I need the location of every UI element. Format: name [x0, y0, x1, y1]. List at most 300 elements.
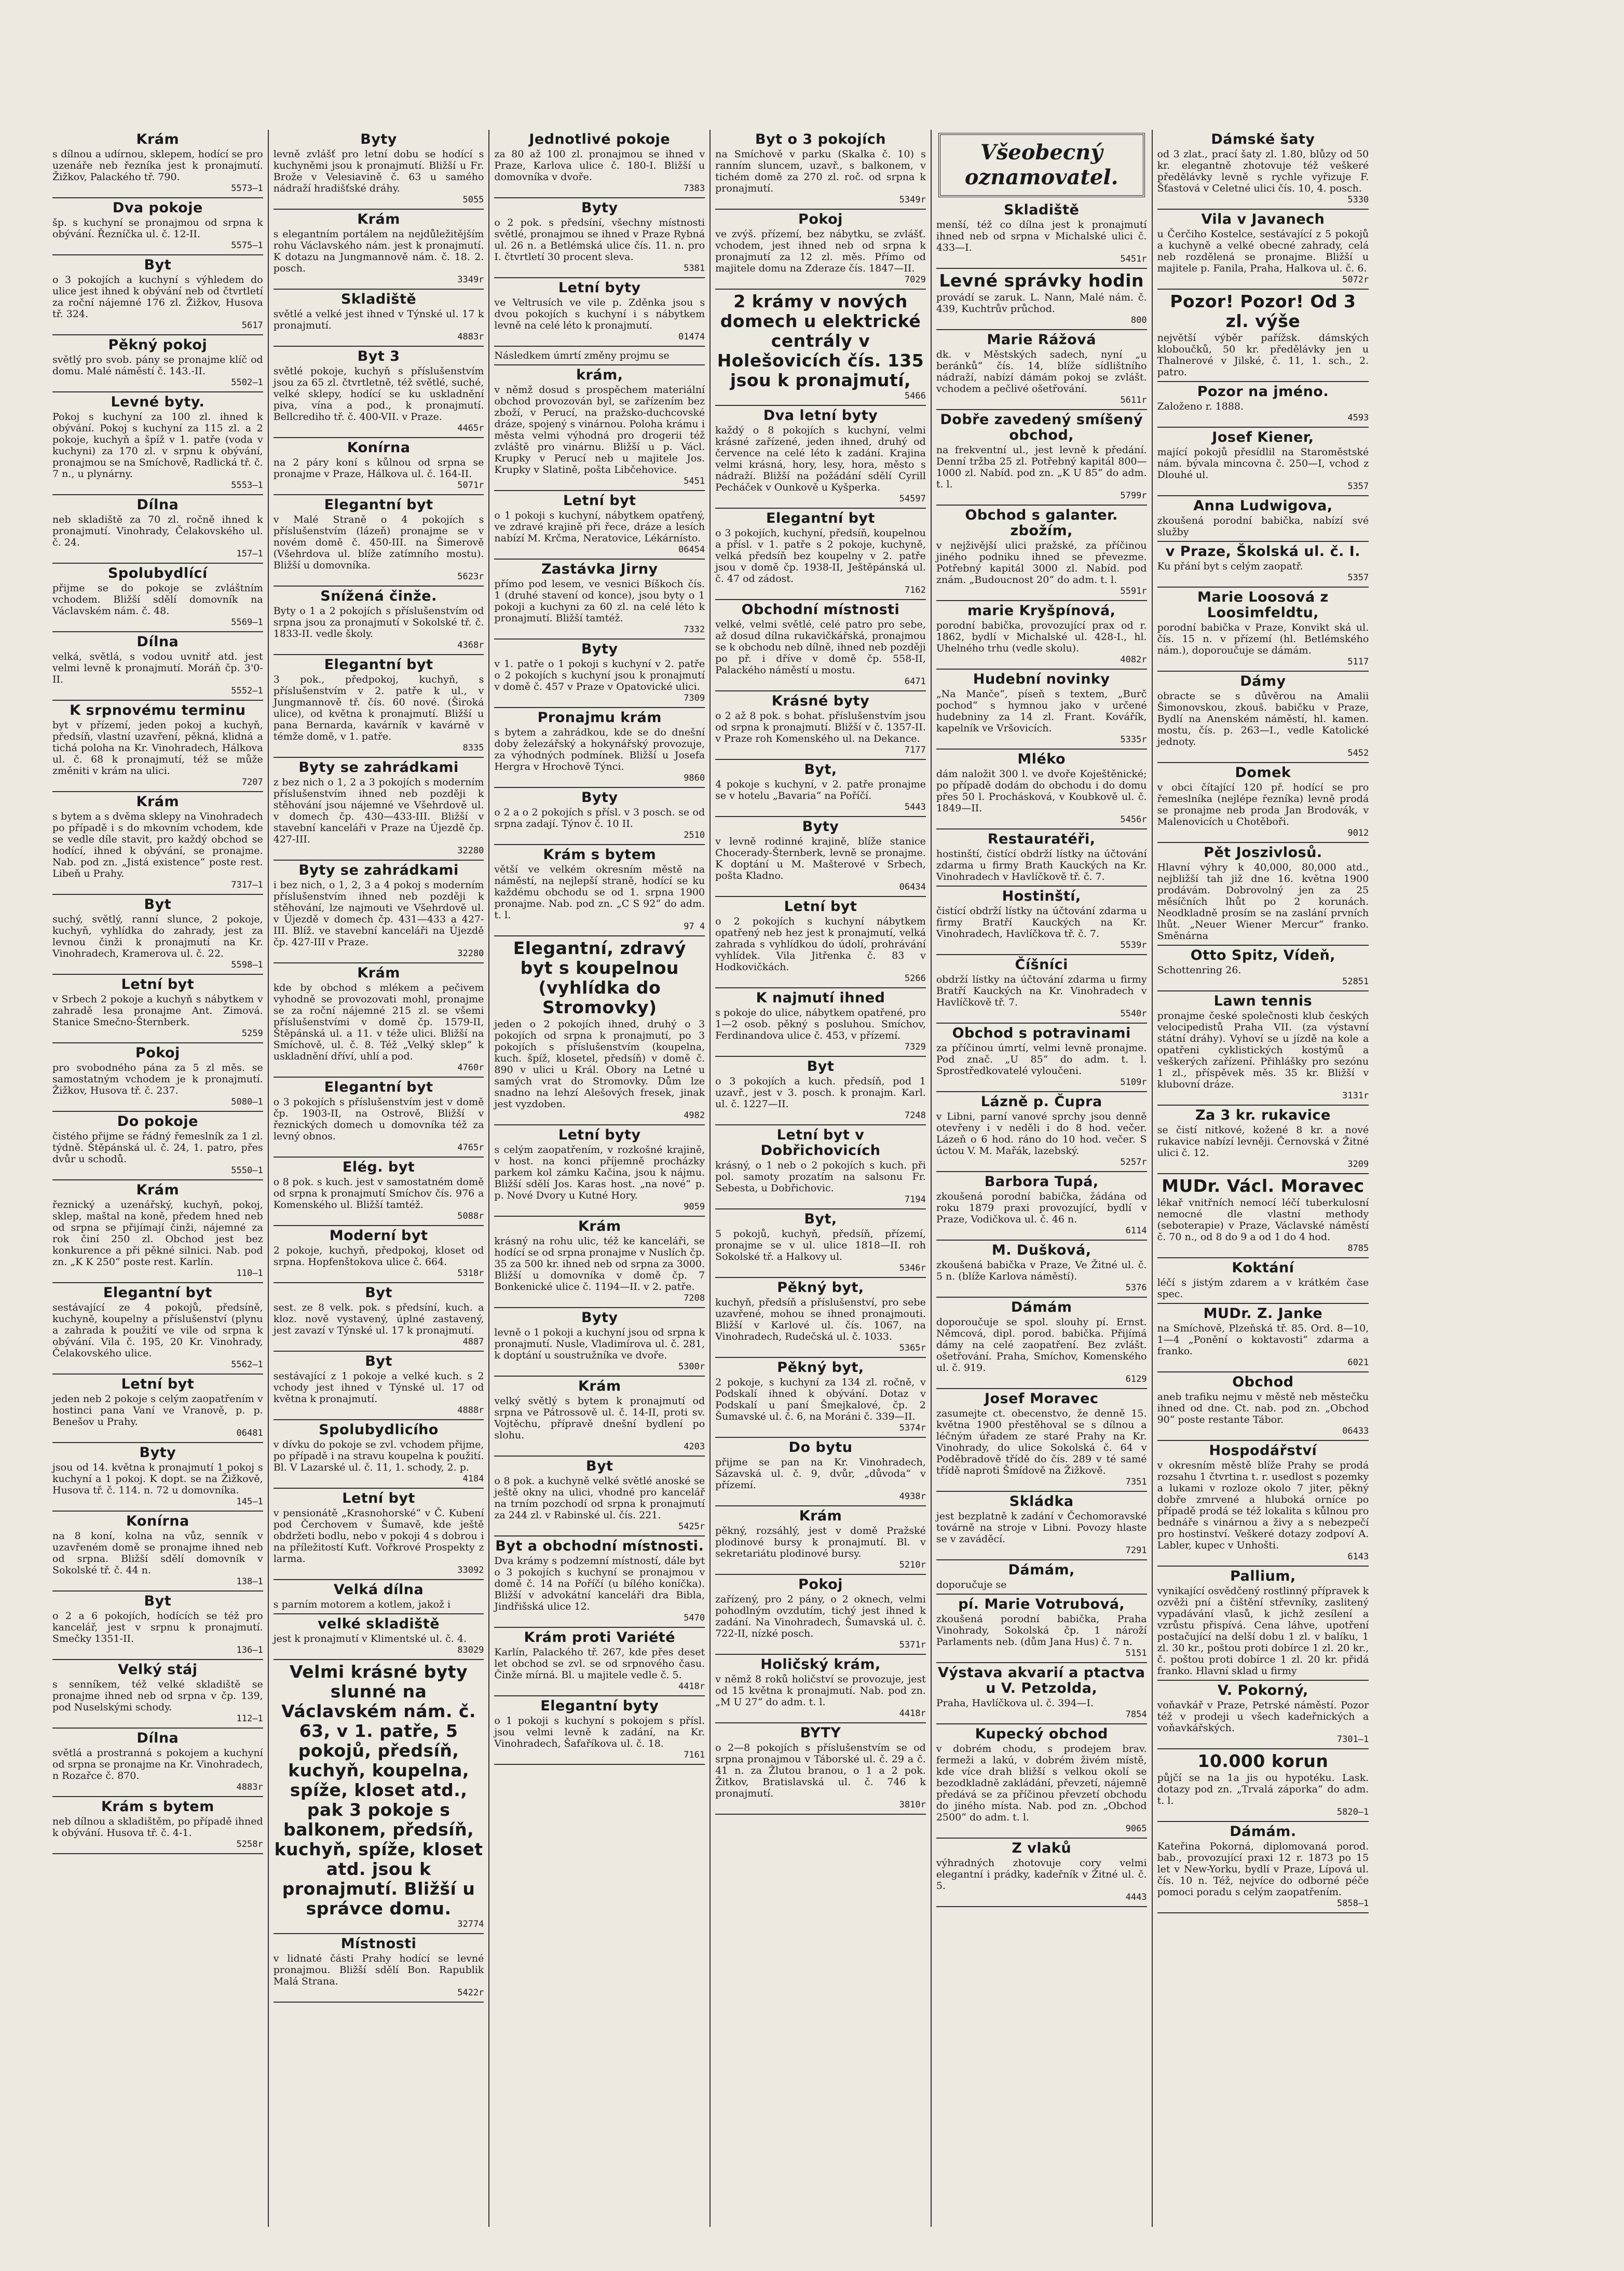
ad-body: o 2 pokojích s kuchyní nábytkem opatřený neb hez jest k pronajmutí, velká zahrada s vyhlídkou do údolí, prohrávání vyhlídek. Vila Jitřenka č. 83 v Hodkovičkách. — [715, 916, 926, 973]
ad-body: pěkný, rozsáhlý, jest v domě Pražské plodinové bursy k pronajmutí. Bl. v sekretariátu plodinové bursy. — [715, 1525, 926, 1559]
classified-ad — [52, 198, 263, 255]
ad-heading: Letní byty — [558, 1127, 641, 1143]
ad-heading: Krám — [136, 131, 180, 147]
ad-reference-number: 7161 — [684, 1750, 705, 1760]
ad-heading: Letní byt v Dobřichovicích — [760, 1127, 881, 1159]
classified-ad — [274, 1489, 484, 1580]
ad-body: Karlín, Palackého tř. 267, kde přes deset let obchod se zvl. se od srpnového času. Činže mírná. Bl. u majitele vedle č. 5. — [494, 1647, 705, 1681]
ad-heading: Dámám. — [1230, 1824, 1297, 1840]
column-4 — [711, 130, 932, 2227]
ad-heading: Hudební novinky — [973, 671, 1110, 687]
ad-body: „Na Manče“, píseň s textem, „Burč pochod“ s hymnou jako v určené hudebniny za 14 zl. Frant. Kovářík, kapelník ve Vršovicích. — [936, 688, 1147, 734]
ad-reference-number: 4443 — [1125, 1892, 1147, 1902]
classified-ad — [274, 130, 484, 210]
classified-ad — [274, 1158, 484, 1226]
ad-reference-number: 7162 — [904, 585, 926, 595]
ad-body: 3 pok., předpokoj, kuchyň, s příslušenstvím v 2. patře k ul., v Jungmannově tř. čís. 60 nové. (Široká ulice), od května k pronajmutí. Bližší u pana Bernarda, kavárník v kavárně v témže domě, v 1. patře. — [273, 674, 484, 742]
classified-ad — [715, 897, 926, 988]
ad-body: o 2 a o 2 pokojích s přísl. v 3 posch. se od srpna zadají. Týnov č. 10 II. — [494, 807, 705, 829]
ad-body: doporoučuje se spol. slouhy pí. Ernst. Němcová, dipl. porod. babička. Přijímá dámy na celé zaopatření. Bez zvlášt. ošetřování. Praha, Smíchov, Komenského ul. č. 919. — [936, 1316, 1147, 1374]
classified-ad — [52, 1180, 263, 1283]
ad-heading: Krám — [136, 794, 180, 810]
ad-heading: K srpnovému terminu — [70, 702, 246, 718]
ad-body: sestávající z 1 pokoje a velké kuch. s 2 vchody jest ihned v Týnské ul. 17 od května k pronajmutí. — [273, 1370, 484, 1405]
ad-heading: Obchod — [1232, 1374, 1294, 1390]
classified-ad — [936, 1724, 1147, 1839]
classified-ad — [1157, 1372, 1369, 1441]
ad-body: se čistí nitkové, kožené 8 kr. a nové rukavice nabízí levněji. Černovská v Žitné ulici č. 12. — [1157, 1124, 1369, 1159]
ad-body: na Smíchově v parku (Skalka č. 10) s ranním sluncem, uzavř., s balkonem, v tichém domě za 270 zl. roč. od srpna k pronajmutí. — [715, 148, 926, 194]
classified-ad — [274, 1934, 484, 2003]
ad-body: čistící obdrží lístky na účtování zdarma u firmy Bratří Kauckých na Kr. Vinohradech, Havlíčkova tř. č. 7. — [936, 905, 1147, 940]
ad-reference-number: 5799r — [1120, 491, 1147, 501]
ad-body: dám naložit 300 l. ve dvoře Koještěnické; po případě dodám do obchodu i do domu přes 50 l. Prochásková, v Koubkově ul. č. 1849—II. — [936, 768, 1147, 814]
classified-ad — [715, 1057, 926, 1125]
classified-ad — [494, 936, 705, 1125]
ad-body: o 3 pokojích s příslušenstvím jest v domě čp. 1903-II, na Ostrově, Bližší v řeznických domech u domovníka též za levný obnos. — [273, 1096, 484, 1142]
ad-body: každý o 8 pokojích s kuchyní, velmi krásné zařízené, jeden ihned, druhý od července na celé léto k zadání. Krajina velmi krásná, hory, lesy, hora, město s nádraží. Bližší na požádání sdělí Cyrill Pecháček v Ounkově u Kyšperka. — [715, 425, 926, 493]
ad-body: ve Veltrusích ve vile p. Zděnka jsou s dvou pokojích s kuchyní i s nábytkem levně na celé léto k pronajmutí. — [494, 297, 705, 331]
ad-heading: Anna Ludwigova, — [1193, 498, 1333, 514]
ad-body: sestávající ze 4 pokojů, předsíně, kuchyně, koupelny a příslušenství (plynu a zahrada k použití ve vile od srpna k obývání. Vila č. 195, 20 Kr. Vinohrady, Čelakovského ulice. — [52, 1302, 263, 1359]
classified-ad — [1157, 1822, 1369, 1913]
ad-body: kuchyň, předsíň a příslušenství, pro sebe uzavřené, mohou se ihned pronajmouti. Bližší v Karlové ul. čís. 1067, na Vinohradech, Rudečská ul. č. 1033. — [715, 1297, 926, 1342]
ad-body: mající pokojů přesídlil na Staroměstské nám. bývala mincovna č. 250—I, vchod z Dlouhé ul. — [1157, 446, 1369, 481]
ad-reference-number: 5080—1 — [231, 1097, 263, 1107]
ad-reference-number: 06433 — [1342, 1426, 1369, 1436]
classified-ad — [1157, 1567, 1369, 1681]
ad-body: světlá a prostranná s pokojem a kuchyní od srpna se pronajme na Kr. Vinohradech, n Rozařce č. 870. — [52, 1747, 263, 1782]
ad-heading: Vila v Javanech — [1201, 211, 1325, 227]
ad-reference-number: 9059 — [684, 1202, 705, 1212]
ad-heading: Krám s bytem — [101, 1799, 214, 1815]
ad-reference-number: 5381 — [684, 263, 705, 274]
ad-reference-number: 32774 — [457, 1919, 484, 1929]
ad-reference-number: 5349r — [899, 195, 926, 205]
ad-reference-number: 5071r — [457, 480, 484, 491]
ad-heading: Byt — [807, 1058, 835, 1075]
ad-body: přijme se pan na Kr. Vinohradech, Sázavská ul. č. 9, dvůr, „důvoda“ v přízemí. — [715, 1457, 926, 1491]
ad-body: zkoušená porodní babička, žádána od roku 1879 praxi provozující, bydlí v Praze, Vodičkova ul. č. 46 n. — [936, 1191, 1147, 1225]
classified-ad — [1157, 1681, 1369, 1749]
ad-reference-number: 7248 — [904, 1110, 926, 1121]
ad-reference-number: 5318r — [457, 1268, 484, 1279]
ad-heading: Elegantní byt — [324, 497, 433, 513]
classified-ad — [52, 1375, 263, 1443]
ad-heading: Krám — [578, 1378, 621, 1394]
classified-ad — [52, 1660, 263, 1729]
ad-body: o 1 pokoji s kuchyní s pokojem s přísl. jsou velmi levně k zadání, na Kr. Vinohradech, Šafaříkova ul. č. 18. — [494, 1715, 705, 1749]
ad-heading: Krám — [357, 211, 400, 227]
ad-heading: Byt — [144, 1593, 172, 1609]
classified-ad — [494, 1125, 705, 1217]
ad-heading: Hospodářství — [1209, 1443, 1317, 1459]
classified-ad — [274, 655, 484, 758]
ad-heading: Krám — [357, 965, 400, 981]
classified-ad — [494, 560, 705, 640]
ad-heading: Byt, — [804, 761, 837, 778]
classified-ad — [936, 1298, 1147, 1389]
ad-body: o 2 a 6 pokojích, hodících se též pro kancelář, jest v srpnu k pronajmutí. Smečky 1351-II. — [52, 1610, 263, 1644]
ad-reference-number: 5210r — [899, 1560, 926, 1570]
ad-body: v obci čítající 120 př. hodící se pro řemeslníka (nejlépe řezníka) levně prodá se pronajme neb proda Jan Brodovák, v Malenovicích u Chotěboři. — [1157, 782, 1369, 827]
ad-heading: Krám — [799, 1508, 842, 1524]
ad-body: světlé a velké jest ihned v Týnské ul. 17 k pronajmutí. — [273, 308, 484, 331]
ad-body: o 8 pok. a kuchyně velké světlé anoské se ještě okny na ulici, vhodné pro kancelář na trním pozchodí od srpna k pronajmutí za 244 zl. v Rabinské ul. čís. 221. — [494, 1475, 705, 1521]
ad-body: v Srbech 2 pokoje a kuchyň s nábytkem v zahradě lesa pronajme Ant. Zimová. Stanice Smečno-Šternberk. — [52, 994, 263, 1028]
ad-heading: Marie Loosová z Loosimfeldtu, — [1197, 589, 1329, 621]
ad-body: v dívku do pokoje se zvl. vchodem přijme, po případě i na stravu koupelna k použití. Bl. V Lazarské ul. č. 11, 1. schody, 2. p. — [273, 1439, 484, 1473]
ad-reference-number: 7351 — [1125, 1477, 1147, 1487]
ad-heading: Letní byt — [784, 899, 857, 915]
classified-ad — [494, 130, 705, 198]
ad-body: o 1 pokoji s kuchyní, nábytkem opatřený, ve zdravé krajině při řece, dráze a lesích nabízí M. Krčma, Neratovice, Lékárnísto. — [494, 510, 705, 544]
classified-ad — [494, 1308, 705, 1377]
ad-reference-number: 7301—1 — [1336, 1734, 1369, 1745]
ad-body: výhradných zhotovuje cory velmi elegantní i prádky, kadeřník v Žitné ul. č. 5. — [936, 1857, 1147, 1892]
ad-reference-number: 5452 — [1347, 748, 1369, 758]
ad-reference-number: 5257r — [1120, 1157, 1147, 1167]
classified-ad — [274, 347, 484, 438]
classified-ad — [715, 210, 926, 290]
classified-ad — [274, 1580, 484, 1614]
ad-reference-number: 7177 — [904, 745, 926, 755]
ad-heading: Byty se zahrádkami — [298, 759, 459, 776]
classified-ad — [274, 1352, 484, 1420]
classified-ad — [274, 1226, 484, 1283]
ad-heading: Byt 3 — [357, 348, 400, 364]
ad-reference-number: 5072r — [1342, 275, 1369, 285]
masthead-banner: Všeobecný oznamovatel. — [938, 133, 1145, 197]
ad-heading: Pěkný pokoj — [108, 337, 208, 353]
ad-body: aneb trafiku nejmu v městě neb městečku ihned od dne. Ct. nab. pod zn. „Obchod 90“ poste restante Tábor. — [1157, 1391, 1369, 1425]
ad-heading: Do pokoje — [117, 1113, 198, 1130]
ad-body: porodní babička v Praze, Konvikt ská ul. čís. 15 n. v přízemí (hl. Betlémského nám.), doporoučuje se dámám. — [1157, 622, 1369, 656]
ad-reference-number: 5151 — [1125, 1648, 1147, 1658]
ad-body: Hlavní výhry k 40,000, 80,000 atd., nejbližší tah již dne 16. května 1900 prodávám. Dobrovolný jen za 25 měsíčních lhůt po 2 korunách. Neodkladně prosím se na zaslání prvních lhůt. „Neuer Wiener Mercur“ franko. Směnárna — [1157, 862, 1369, 942]
ad-body: na frekventní ul., jest levně k předání. Denní tržba 25 zl. Potřebný kapitál 800—1000 zl. Nabíd. pod zn. „K U 85“ do adm. t. l. — [936, 444, 1147, 490]
ad-body: půjčí se na 1a jis ou hypotéku. Lask. dotazy pod zn. „Trvalá záporka“ do adm. t. l. — [1157, 1772, 1369, 1806]
classified-ad — [715, 1655, 926, 1723]
ad-reference-number: 5365r — [899, 1343, 926, 1353]
ad-heading: Pěkný byt, — [777, 1280, 864, 1296]
classified-ad — [1157, 496, 1369, 542]
ad-heading: BYTY — [800, 1725, 841, 1741]
ad-reference-number: 157—1 — [236, 549, 263, 559]
ad-heading: Elegantní byt — [766, 510, 875, 526]
ad-reference-number: 4418r — [678, 1681, 705, 1692]
ad-heading: Elegantní byt — [103, 1285, 212, 1301]
ad-heading: Spolubydlící — [107, 565, 208, 581]
ad-heading: Dámské šaty — [1211, 131, 1315, 147]
ad-heading: Zastávka Jirny — [541, 561, 658, 577]
ad-body: od 3 zlat., prací šaty zl. 1.80, blůzy od 50 kr. elegantně zhotovuje též veškeré předělávky levně s rychle vyřizuje F. Šťastová v Celetné ulici čís. 10, 4. posch. — [1157, 148, 1369, 194]
ad-reference-number: 110—1 — [236, 1268, 263, 1279]
column-2 — [269, 130, 490, 2227]
ad-body: 2 pokoje, kuchyň, předpokoj, kloset od srpna. Hopfenštokova ulice č. 664. — [273, 1245, 484, 1268]
ad-heading: Levné správky hodin — [939, 270, 1144, 291]
ad-reference-number: 4203 — [684, 1442, 705, 1452]
ad-reference-number: 5371r — [899, 1640, 926, 1650]
ad-body: 2 pokoje, s kuchyní za 134 zl. ročně, v Podskalí ihned k obývání. Dotaz v Podskalí u paní Šmejkalové, čp. 2 Šumavské ul. č. 6, na Moráni č. 339—II. — [715, 1377, 926, 1422]
ad-heading: Josef Moravec — [984, 1391, 1099, 1407]
ad-body: v okresním městě blíže Prahy se prodá rozsahu 1 čtvrtina t. r. usedlost s pozemky a lukami v rozloze okolo 7 jiter, pěkný dobře zmrvené a hluboká orníce po případě prodá se též lokalita s kůlnou pro bednáře s vinárnou a živy a s nebezpečí pro hostinství. Veškeré dotazy zodpoví A. Labler, kupec v Unhošti. — [1157, 1460, 1369, 1551]
ad-heading: Koktání — [1232, 1260, 1294, 1276]
ad-heading: Konírna — [126, 1513, 189, 1529]
classified-ad — [274, 438, 484, 495]
ad-reference-number: 5573—1 — [231, 183, 263, 194]
ad-heading: Byt, — [804, 1211, 837, 1227]
ad-body: provádí se zaruk. L. Nann, Malé nám. č. 439, Kuchtrův průchod. — [936, 292, 1147, 315]
ad-reference-number: 5550—1 — [231, 1165, 263, 1176]
ad-body: na 8 koní, kolna na vůz, senník v uzavřeném domě se pronajme ihned neb od srpna. Bližší sdělí domovník v Sokolské tř. č. 44 n. — [52, 1530, 263, 1576]
ad-body: obdrží lístky na účtování zdarma u firmy Bratří Kauckých na Kr. Vinohradech v Havlíčkově tř. 7. — [936, 974, 1147, 1008]
classified-ad — [936, 1492, 1147, 1560]
ad-heading: M. Dušková, — [991, 1242, 1091, 1258]
ad-body: o 2 pok. s předsíní, všechny místnosti světlé, pronajmou se ihned v Praze Rybná ul. 26 n. a Betlémská ulice čís. 11. n. pro I. čtvrtletí 30 procent sleva. — [494, 217, 705, 263]
ad-body: kde by obchod s mlékem a pečivem vyhodně se provozovati mohl, pronajme se za roční nájemné 215 zl. se všemi příslušenstvími v domě čp. 1579-II, Štěpánská ul. a 11. v téže ulici. Bližší na Smíchově, ul. č. 8. Též „Velký sklep“ k uskladnění dříví, uhlí a pod. — [273, 982, 484, 1062]
ad-heading: Dámám, — [1008, 1562, 1075, 1578]
ad-body: zkoušená porodní babička, nabízí své služby — [1157, 515, 1369, 538]
ad-reference-number: 8785 — [1347, 1243, 1369, 1254]
ad-heading: Mléko — [1017, 751, 1066, 767]
ad-reference-number: 9860 — [684, 773, 705, 783]
ad-reference-number: 7329 — [904, 1042, 926, 1052]
classified-ad — [1157, 588, 1369, 672]
ad-reference-number: 4418r — [899, 1708, 926, 1719]
ad-heading: Krásné byty — [771, 693, 870, 709]
ad-heading: Otto Spitz, Vídeň, — [1190, 947, 1336, 963]
ad-reference-number: 5259 — [241, 1028, 263, 1039]
classified-ad — [494, 1377, 705, 1457]
ad-heading: Dva letní byty — [763, 407, 878, 424]
ad-heading: MUDr. Z. Janke — [1203, 1306, 1323, 1322]
ad-body: s parním motorem a kotlem, jakož i — [273, 1599, 451, 1610]
ad-body: obracte se s důvěrou na Amalii Šimonovskou, zkouš. babičku v Praze, Bydlí na Anenském náměstí, hl. kamen. mostu, čís. p. 263—I., vedle Katolické jednoty. — [1157, 690, 1369, 747]
ad-heading: Byty — [581, 790, 618, 806]
classified-ad — [1157, 946, 1369, 991]
ad-body: na Smíchově, Plzeňská tř. 85. Ord. 8—10, 1—4 „Ponění o koktavosti“ zdarma a franko. — [1157, 1323, 1369, 1357]
ad-body: řeznický a uzenářský, kuchyň, pokoj, sklep, maštal na koně, předem hned neb od srpna se přijímají činži, nájemné za rok činí 250 zl. Obchod jest bez konkurence a při pěkné silnici. Nab. pod zn. „K K 250“ poste rest. Karlín. — [52, 1199, 263, 1268]
ad-heading: Byt o 3 pokojích — [755, 131, 886, 147]
ad-reference-number: 5562—1 — [231, 1359, 263, 1370]
ad-heading: Kupecký obchod — [975, 1726, 1108, 1742]
classified-ad — [715, 1575, 926, 1655]
ad-reference-number: 6021 — [1347, 1357, 1369, 1368]
ad-body: za příčinou úmrtí, velmi levně pronajme. Pod znač. „U 85“ do adm. t. l. Sprostředkovatelé vyloučeni. — [936, 1042, 1147, 1077]
ad-body: neb skladiště za 70 zl. ročně ihned k pronajmutí. Vinohrady, Čelakovského ul. č. 24. — [52, 514, 263, 548]
ad-body: Dva krámy s podzemní místností, dále byt o 3 pokojích s kuchyní se pronajmou v domě č. 14 na Poříčí (u bílého koníčka). Bližší v advokátní kanceláři dra Bibla, Jindřišská ulice 12. — [494, 1555, 705, 1612]
ad-reference-number: 3209 — [1347, 1159, 1369, 1170]
classified-ad — [274, 587, 484, 655]
ad-heading: Byt — [144, 257, 172, 273]
classified-ad — [494, 788, 705, 845]
ad-heading: Dílna — [137, 497, 179, 513]
classified-ad — [52, 701, 263, 792]
ad-heading: Byt — [365, 1353, 392, 1369]
classified-ad — [936, 1092, 1147, 1172]
ad-body: v pensionátě „Krasnohorské“ v Č. Kubení pod Čerchovem v Šumavě, kde ještě obdržeti bodlu, nebo v pokoji 4 s dobrou i na příležitostí Kuťt. Vořkrové Prospekty z larma. — [273, 1507, 484, 1565]
ad-heading: Obchod s galanter. zbožím, — [965, 507, 1118, 539]
ad-body: s dílnou a udírnou, sklepem, hodící se pro uzenáře neb řezníka jest k pronajmutí. Žižkov, Palackého tř. 790. — [52, 148, 263, 183]
classified-ad — [274, 210, 484, 290]
classified-ad — [494, 278, 705, 347]
ad-reference-number: 5858—1 — [1336, 1898, 1369, 1909]
classified-ad — [936, 506, 1147, 601]
classified-ad — [715, 1278, 926, 1358]
ad-heading: Velký stáj — [118, 1662, 198, 1678]
ad-reference-number: 5552—1 — [231, 686, 263, 696]
ad-heading: Pěkný byt, — [777, 1359, 864, 1376]
ad-body: větší ve velkém okresním městě na náměstí, na nejlepší straně, hodící se ku každému obchodu se od 1. srpna 1900 pronajme. Nab. pod zn. „C S 92“ do adm. t. l. — [494, 864, 705, 921]
classified-ad — [1157, 1258, 1369, 1304]
ad-reference-number: 5357 — [1347, 481, 1369, 492]
ad-body: levně zvlášť pro letní dobu se hodící s kuchyněmi jsou k pronajmutí. Bližší u Fr. Brože v Velesiavině č. 63 u samého nádraží hradišťské dráhy. — [273, 148, 484, 194]
ad-body: o 3 pokojích a kuch. předsíň, pod 1 uzavř., jest v 3. posch. k pronajm. Karl. ul. č. 1227—II. — [715, 1076, 926, 1110]
ad-reference-number: 5466 — [904, 391, 926, 401]
ad-heading: Byt — [365, 1285, 392, 1301]
ad-reference-number: 136—1 — [236, 1645, 263, 1655]
ad-body: v Libni, parní vanové sprchy jsou denně otevřeny i v neděli i do 8 hod. večer. Lázeň o 6 hod. ráno do 10 hod. večer. S úctou V. M. Mařák, lazebský. — [936, 1111, 1147, 1157]
ad-reference-number: 4465r — [457, 423, 484, 433]
ad-reference-number: 06434 — [899, 882, 926, 892]
ad-heading: Elegantní byt — [324, 1079, 433, 1095]
ad-heading: pí. Marie Votrubová, — [958, 1596, 1125, 1612]
ad-heading: Velká dílna — [333, 1582, 424, 1598]
ad-reference-number: 5591r — [1120, 586, 1147, 596]
classified-ad — [936, 670, 1147, 750]
classified-ad — [936, 1663, 1147, 1724]
ad-body: u Čerčiho Kostelce, sestávající z 5 pokojů a kuchyně a velké obecné zahrady, celá neb rozdělená se pronajme. Bližší u majitele p. Fanila, Praha, Halkova ul. č. 6. — [1157, 228, 1369, 274]
ad-reference-number: 7383 — [684, 183, 705, 194]
ad-reference-number: 06481 — [236, 1428, 263, 1438]
classified-ad — [1157, 763, 1369, 843]
ad-body: velká, světlá, s vodou uvnitř atd. jest velmi levně k pronajmutí. Moráň čp. 3'0-II. — [52, 651, 263, 685]
ad-heading: Pokoj — [798, 211, 843, 227]
ad-heading: Dobře zavedený smíšený obchod, — [940, 412, 1143, 443]
ad-reference-number: 5335r — [1120, 735, 1147, 745]
classified-ad — [936, 410, 1147, 506]
classified-ad — [494, 1217, 705, 1308]
ad-heading: Letní byt — [121, 976, 195, 992]
ad-heading: Barbora Tupá, — [984, 1174, 1099, 1190]
ad-reference-number: 5539r — [1120, 940, 1147, 950]
ad-heading: Obchodní místnosti — [741, 602, 900, 618]
ad-heading: Byty — [581, 200, 618, 216]
ad-body: Založeno r. 1888. — [1157, 401, 1244, 412]
ad-reference-number: 01474 — [678, 332, 705, 342]
ad-reference-number: 9012 — [1347, 828, 1369, 838]
ad-body: v nejživější ulici pražské, za příčinou jiného podniku ihned se převezme. Potřebný kapitál 3000 zl. Nabíd. pod znám. „Budoucnost 20“ do adm. t. l. — [936, 540, 1147, 586]
ad-reference-number: 5376 — [1125, 1283, 1147, 1293]
ad-heading: Josef Kiener, — [1212, 429, 1314, 445]
classified-ad — [274, 1660, 484, 1934]
classified-ad — [715, 988, 926, 1057]
ad-heading: Elegantní byt — [324, 657, 433, 673]
ad-reference-number: 4938r — [899, 1491, 926, 1502]
classified-ad — [1157, 428, 1369, 496]
classified-ad — [936, 1560, 1147, 1595]
classified-ad — [494, 491, 705, 560]
ad-heading: Pět Joszivlosů. — [1204, 845, 1322, 861]
ad-body: o 3 pokojích, kuchyní, předsíň, koupelnou a přísl. v 1. patře s 2 pokoje, kuchyně, velká předsíň bez koupelny v 2. patře jsou v domě čp. 1938-II, Ještěpánská ul. č. 47 od zádost. — [715, 527, 926, 584]
classified-ad — [1157, 843, 1369, 946]
ad-body: Následkem úmrtí změny projmu se — [494, 350, 670, 361]
ad-body: velký světlý s bytem k pronajmutí od srpna ve Pátrossově ul. č. 14-II, proti sv. Vojtěchu, přípravě dnešní bydlení po slohu. — [494, 1395, 705, 1441]
ad-body: v lidnaté části Prahy hodící se levné pronajmou. Bližší sdělí Bon. Rapublik Malá Strana. — [273, 1953, 484, 1987]
ad-body: levně o 1 pokoji a kuchyní jsou od srpna k pronajmutí. Nusle, Vladimírova ul. č. 281, k doptání u soustružníka ve dvoře. — [494, 1327, 705, 1361]
ad-heading: K najmutí ihned — [756, 990, 885, 1006]
classified-ad — [1157, 672, 1369, 763]
ad-reference-number: 4883r — [457, 332, 484, 342]
ad-heading: Byt — [585, 1458, 613, 1474]
ad-body: pro svobodného pána za 5 zl měs. se samostatným vchodem je k pronajmutí. Žižkov, Husova tř. č. 237. — [52, 1062, 263, 1096]
classified-ad — [1157, 130, 1369, 210]
ad-body: v levně rodinné krajině, blíže stanice Chocerady-Šternberk, levně se pronajme. K doptání u M. Mašterové v Srbech, pošta Kladno. — [715, 836, 926, 881]
classified-ad — [715, 691, 926, 760]
classified-ad — [274, 290, 484, 347]
classified-ad — [936, 1595, 1147, 1663]
ad-body: Kateřina Pokorná, diplomovaná porod. bab., provozující praxi 12 r. 1873 po 15 let v New-Yorku, bydlí v Praze, Lípová ul. čís. 10 n. Též, nejvíce do odborné péče pomoci poradu s celým zaopatřením. — [1157, 1841, 1369, 1898]
classified-ad — [936, 829, 1147, 887]
ad-reference-number: 9065 — [1125, 1824, 1147, 1834]
column-6 — [1153, 130, 1374, 2227]
ad-body: s elegantním portálem na nejdůležitějším rohu Václavského nám. jest k pronajmutí. K dotazu na Jungmannově nám. č. 18. 2. posch. — [273, 228, 484, 274]
ad-reference-number: 5258r — [236, 1839, 263, 1850]
ad-reference-number: 5422r — [457, 1988, 484, 1998]
classified-ad — [494, 1628, 705, 1696]
ad-body: v němž dosud s prospěchem materiální obchod provozován byl, se zařízením bez zboží, v Perucí, na pražsko-duchcovské dráze, spojený s vinárnou. Poloha krámu i města velmi výhodná pro drogerii též zvláště pro vinárnu. Bližší u p. Václ. Krupky v Perucí neb u majitele Jos. Krupky v Slatině, pošta Libčehovice. — [494, 384, 705, 475]
classified-ad — [936, 887, 1147, 955]
ad-body: Ku přání byt s celým zaopatř. — [1157, 561, 1303, 572]
classified-ad — [715, 1358, 926, 1438]
classified-ad — [52, 1443, 263, 1512]
ad-heading: Skladiště — [340, 291, 417, 307]
classified-ad — [494, 365, 705, 491]
ad-reference-number: 7854 — [1125, 1709, 1147, 1720]
classified-ad — [715, 600, 926, 691]
ad-body: 5 pokojů, kuchyň, předsíň, přízemí, pronajme se v ul. ulice 1818—II. roh Sokolské tř. a Halkovy ul. — [715, 1228, 926, 1262]
ad-reference-number: 4982 — [684, 1110, 705, 1121]
classified-ad — [715, 817, 926, 897]
ad-reference-number: 5374r — [899, 1423, 926, 1433]
classified-ad — [494, 198, 705, 278]
classified-ad — [715, 1209, 926, 1278]
ad-body: s bytem a zahrádkou, kde se do dnešní doby železářský a hokynářský provozuje, za výhodných podmínek. Bližší u Josefa Hergra v Hrochově Týnci. — [494, 727, 705, 772]
classified-ad — [274, 1078, 484, 1158]
classified-ad — [52, 1592, 263, 1660]
ad-reference-number: 5569—1 — [231, 617, 263, 628]
ad-heading: Dámám — [1011, 1299, 1072, 1315]
classified-ad — [936, 1024, 1147, 1092]
classified-ad — [274, 495, 484, 587]
ad-heading: Místnosti — [340, 1936, 417, 1952]
ad-body: lékař vnitřních nemocí léčí tuberkulosní nemocné dle vlastní methody (seboterapie) v Praze, Václavské náměstí č. 70 n., od 8 do 9 a od 1 do 4 hod. — [1157, 1197, 1369, 1243]
ad-reference-number: 83029 — [457, 1645, 484, 1655]
classified-ad — [1157, 290, 1369, 382]
ad-reference-number: 7291 — [1125, 1545, 1147, 1556]
ad-heading: Krám — [136, 1182, 180, 1198]
classified-ad — [52, 1283, 263, 1375]
ad-reference-number: 5109r — [1120, 1077, 1147, 1087]
ad-body: doporučuje se — [936, 1579, 1007, 1590]
classified-ad — [715, 1723, 926, 1815]
classified-ad — [936, 1172, 1147, 1241]
ad-reference-number: 5623r — [457, 572, 484, 582]
ad-reference-number: 5451 — [684, 476, 705, 486]
ad-heading: Pokoj — [798, 1576, 843, 1593]
ad-reference-number: 5470 — [684, 1613, 705, 1623]
